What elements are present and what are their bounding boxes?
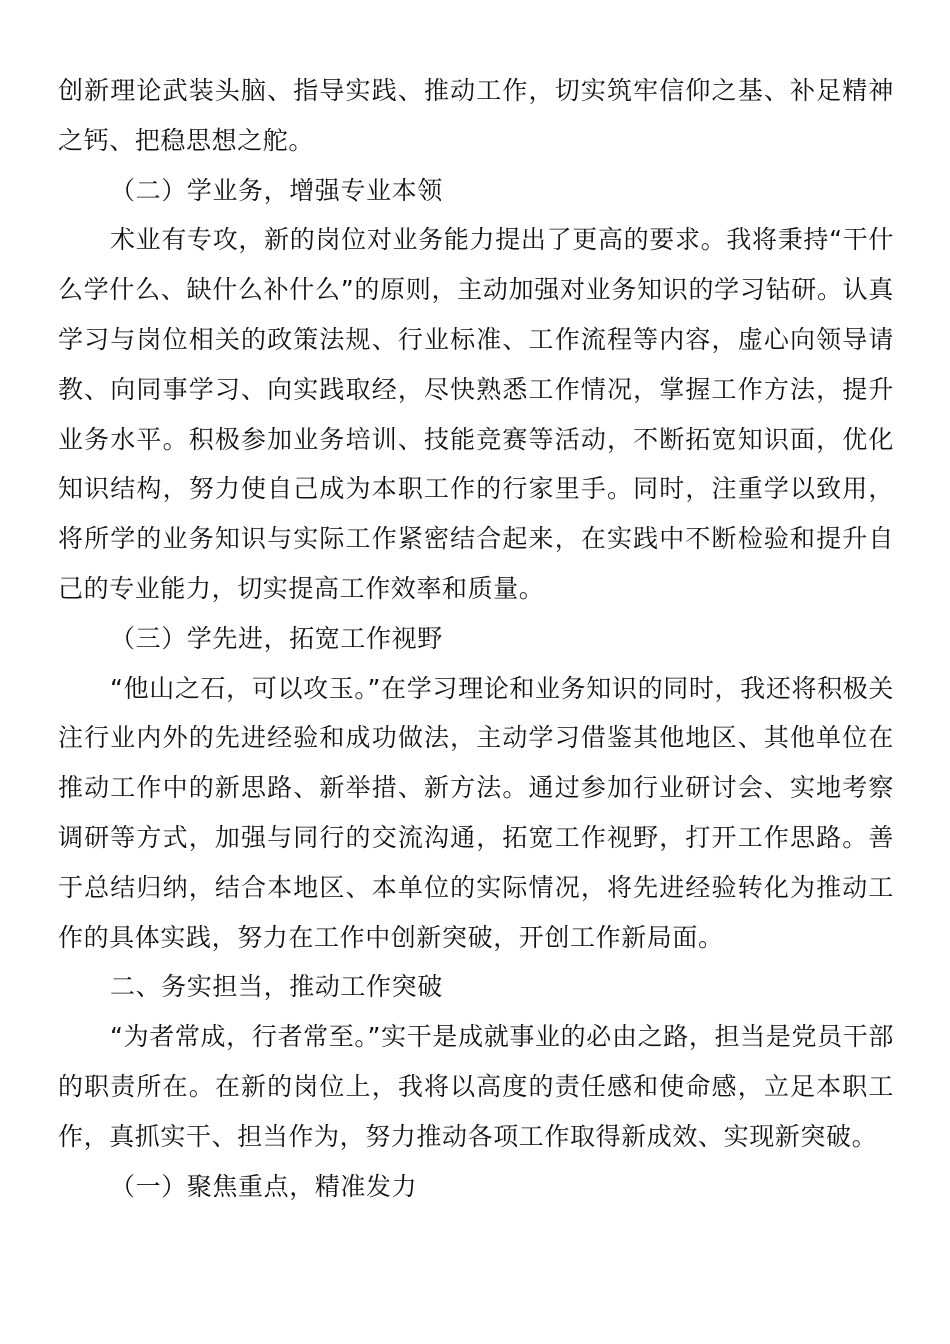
paragraph-pragmatic: “为者常成，行者常至。”实干是成就事业的必由之路，担当是党员干部的职责所在。在新的岗位上，我将以高度的责任感和使命感，立足本职工作，真抓实干、担当作为，努力推动各项工作取得新成效、实现新突破。 — [58, 1022, 894, 1151]
paragraph-business: 术业有专攻，新的岗位对业务能力提出了更高的要求。我将秉持“干什么学什么、缺什么补什么”的原则，主动加强对业务知识的学习钻研。认真学习与岗位相关的政策法规、行业标准、工作流程等内容，虚心向领导请教、向同事学习、向实践取经，尽快熟悉工作情况，掌握工作方法，提升业务水平。积极参加业务培训、技能竞赛等活动，不断拓宽知识面，优化知识结构，努力使自己成为本职工作的行家里手。同时，注重学以致用，将所学的业务知识与实际工作紧密结合起来，在实践中不断检验和提升自己的专业能力，切实提高工作效率和质量。 — [58, 225, 894, 603]
document-body — [58, 66, 894, 1211]
subheading-focus: （一）聚焦重点，精准发力 — [110, 1171, 418, 1201]
subheading-learn-advanced: （三）学先进，拓宽工作视野 — [110, 623, 443, 653]
paragraph-advanced: “他山之石，可以攻玉。”在学习理论和业务知识的同时，我还将积极关注行业内外的先进经验和成功做法，主动学习借鉴其他地区、其他单位在推动工作中的新思路、新举措、新方法。通过参加行业研讨会、实地考察调研等方式，加强与同行的交流沟通，拓宽工作视野，打开工作思路。善于总结归纳，结合本地区、本单位的实际情况，将先进经验转化为推动工作的具体实践，努力在工作中创新突破，开创工作新局面。 — [58, 673, 894, 952]
section-heading-pragmatic: 二、务实担当，推动工作突破 — [110, 972, 443, 1002]
paragraph-continued: 创新理论武装头脑、指导实践、推动工作，切实筑牢信仰之基、补足精神之钙、把稳思想之舵。 — [58, 76, 894, 155]
subheading-learn-business: （二）学业务，增强专业本领 — [110, 175, 443, 205]
